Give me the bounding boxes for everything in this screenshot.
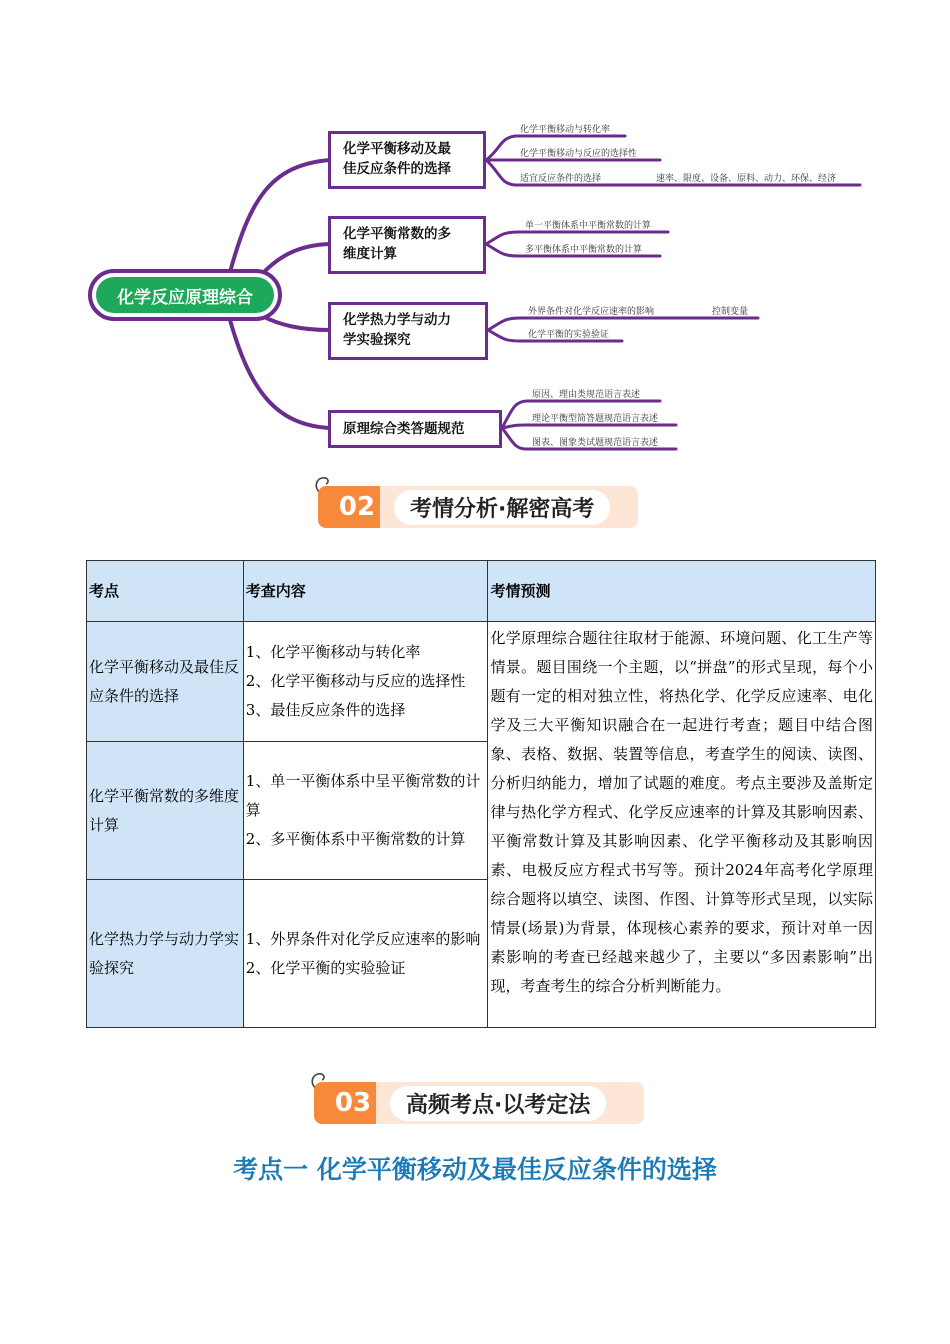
table-row [87,622,876,742]
row-3-topic: 化学热力学与动力学实验探究 [87,880,244,1028]
row-2-item-2: 2、多平衡体系中平衡常数的计算 [245,830,466,848]
branch-2-line-2: 维度计算 [343,246,397,262]
leaf-1-2: 化学平衡移动与反应的选择性 [520,149,638,159]
mind-map-branch-4 [328,410,502,448]
leaf-2-2: 多平衡体系中平衡常数的计算 [525,245,643,255]
banner-02-number: 02 [318,486,396,528]
connector-branch-2 [262,244,330,274]
section-banner-02 [312,470,642,528]
mind-map [0,0,950,470]
leaf-4-1: 原因、理由类规范语言表述 [532,390,641,400]
table-header-row [87,561,876,622]
connector-branch-3 [262,316,330,330]
prediction-text: 化学原理综合题往往取材于能源、环境问题、化工生产等情景。题目围绕一个主题，以“拼盘”的形式呈现，每个小题有一定的相对独立性，将热化学、化学反应速率、电化学及三大平衡知识融合在一起进行考查；题目中结合图象、表格、数据、装置等信息，考查学生的阅读、读图、分析归纳能力，增加了试题的难度。考点主要涉及盖斯定律与热化学方程式、化学反应速率的计算及其影响因素、平衡常数计算及其影响因素、化学平衡移动及其影响因素、电极反应方程式书写等。预计2024年高考化学原理综合题将以填空、读图、作图、计算等形式呈现，以实际情景(场景)为背景，体现核心素养的要求，预计对单一因素影响的考查已经越来越少了，主要以“多因素影响”出现，考查考生的综合分析判断能力。 [488,622,876,1028]
mind-map-branch-3 [328,302,488,360]
branch-2-line-1: 化学平衡常数的多 [343,226,451,242]
mind-map-root [88,269,282,321]
section-banner-03 [308,1066,648,1124]
leaf-1-1: 化学平衡移动与转化率 [520,125,611,135]
branch-3-line-1: 化学热力学与动力 [343,312,451,328]
leaf-3-extra: 控制变量 [712,307,749,317]
banner-03-number: 03 [314,1082,392,1124]
mind-map-branch-1 [328,131,486,189]
row-3-item-2: 2、化学平衡的实验验证 [245,958,406,977]
connector-branch-1 [230,160,330,272]
row-1-topic: 化学平衡移动及最佳反应条件的选择 [87,622,244,742]
banner-03-title: 高频考点·以考定法 [390,1086,606,1121]
row-2-item-1: 1、单一平衡体系中呈平衡常数的计算 [245,772,481,819]
row-3-content [243,880,488,1028]
leaf-2-1: 单一平衡体系中平衡常数的计算 [525,221,652,231]
row-3-item-1: 1、外界条件对化学反应速率的影响 [245,929,481,948]
branch-3-line-2: 学实验探究 [343,332,411,348]
connector-branch-4 [230,320,330,428]
leaf-4-3: 图表、图象类试题规范语言表述 [532,438,659,448]
branch-1-line-1: 化学平衡移动及最 [343,141,451,157]
banner-02-title-box [380,486,638,528]
banner-03-title-box [376,1082,644,1124]
branch-4-line-1: 原理综合类答题规范 [343,421,465,437]
exam-analysis-table [86,560,876,1028]
row-1-item-1: 1、化学平衡移动与转化率 [245,643,421,661]
header-topic: 考点 [87,561,244,622]
section-heading: 考点一 化学平衡移动及最佳反应条件的选择 [233,1155,717,1184]
row-1-item-2: 2、化学平衡移动与反应的选择性 [245,672,466,690]
mind-map-root-label: 化学反应原理综合 [96,277,274,313]
row-1-item-3: 3、最佳反应条件的选择 [245,701,406,719]
header-content: 考查内容 [243,561,488,622]
leaf-4-2: 理论平衡型简答题规范语言表述 [532,414,659,424]
mind-map-branch-2 [328,216,486,274]
leaf-3-2: 化学平衡的实验验证 [528,330,610,340]
leaf-3-1: 外界条件对化学反应速率的影响 [528,307,655,317]
header-prediction: 考情预测 [488,561,876,622]
row-2-topic: 化学平衡常数的多维度计算 [87,742,244,880]
branch-1-line-2: 佳反应条件的选择 [343,161,451,177]
leaf-1-extra: 速率、限度、设备、原料、动力、环保、经济 [656,174,837,184]
banner-02-title: 考情分析·解密高考 [394,490,610,525]
row-1-content [243,622,488,742]
leaf-1-3: 适宜反应条件的选择 [520,174,602,184]
row-2-content [243,742,488,880]
